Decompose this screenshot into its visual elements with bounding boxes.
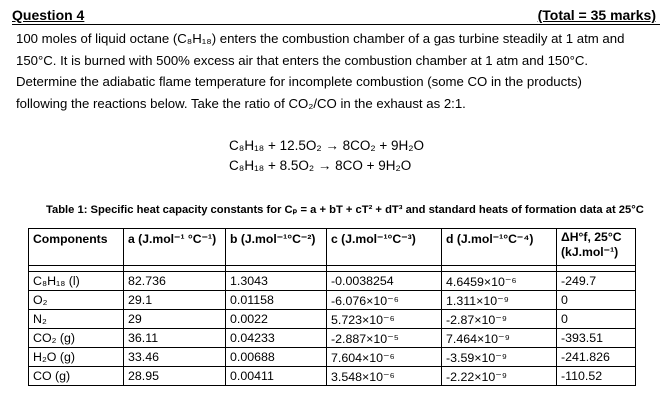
problem-statement [16, 28, 652, 114]
table-row [29, 310, 636, 329]
cell-c: -0.0038254 [327, 272, 442, 291]
cell-a: 33.46 [124, 348, 226, 367]
table-row [29, 291, 636, 310]
cell-c: -2.887×10⁻⁵ [327, 329, 442, 348]
header-b: b (J.mol⁻¹°C⁻²) [226, 229, 327, 266]
cell-c: 3.548×10⁻⁶ [327, 367, 442, 386]
cell-d: -2.22×10⁻⁹ [442, 367, 557, 386]
table-row [29, 348, 636, 367]
cell-b: 0.0022 [226, 310, 327, 329]
cell-enthalpy: -393.51 [557, 329, 636, 348]
cell-enthalpy: -249.7 [557, 272, 636, 291]
cell-c: 7.604×10⁻⁶ [327, 348, 442, 367]
header-d: d (J.mol⁻¹°C⁻⁴) [442, 229, 557, 266]
cell-component: N₂ [29, 310, 124, 329]
cell-enthalpy: -241.826 [557, 348, 636, 367]
problem-line: Determine the adiabatic flame temperature for incomplete combustion (some CO in the products) [16, 74, 582, 89]
cell-a: 28.95 [124, 367, 226, 386]
total-marks: (Total = 35 marks) [537, 7, 656, 23]
reaction-equation-incomplete: C₈H₁₈ + 8.5O₂ → 8CO + 9H₂O [229, 158, 412, 173]
cell-component: CO (g) [29, 367, 124, 386]
cell-component: H₂O (g) [29, 348, 124, 367]
cell-d: -3.59×10⁻⁹ [442, 348, 557, 367]
cell-component: O₂ [29, 291, 124, 310]
cell-b: 0.04233 [226, 329, 327, 348]
cell-component: CO₂ (g) [29, 329, 124, 348]
cell-enthalpy: 0 [557, 310, 636, 329]
specific-heat-table [28, 228, 636, 386]
table-caption: Table 1: Specific heat capacity constants for Cₚ = a + bT + cT² + dT³ and standard heats of formation data at 25°C [46, 204, 644, 216]
cell-enthalpy: 0 [557, 291, 636, 310]
cell-d: 4.6459×10⁻⁶ [442, 272, 557, 291]
question-title: Question 4 [12, 7, 85, 23]
problem-line: 100 moles of liquid octane (C₈H₁₈) enters the combustion chamber of a gas turbine steadily at 1 atm and [16, 31, 625, 46]
problem-line: 150°C. It is burned with 500% excess air that enters the combustion chamber at 1 atm and 150°C. [16, 52, 589, 68]
cell-component: C₈H₁₈ (l) [29, 272, 124, 291]
cell-a: 29.1 [124, 291, 226, 310]
table-row [29, 272, 636, 291]
header-a: a (J.mol⁻¹ °C⁻¹) [124, 229, 226, 266]
cell-a: 36.11 [124, 329, 226, 348]
cell-a: 29 [124, 310, 226, 329]
header-components: Components [29, 229, 124, 266]
cell-b: 0.01158 [226, 291, 327, 310]
cell-d: 7.464×10⁻⁹ [442, 329, 557, 348]
header-enthalpy: ΔH°f, 25°C (kJ.mol⁻¹) [557, 229, 636, 266]
cell-c: 5.723×10⁻⁶ [327, 310, 442, 329]
cell-enthalpy: -110.52 [557, 367, 636, 386]
table-header-row [29, 229, 636, 266]
table-row [29, 329, 636, 348]
reaction-equation-complete: C₈H₁₈ + 12.5O₂ → 8CO₂ + 9H₂O [229, 138, 425, 153]
cell-b: 1.3043 [226, 272, 327, 291]
header-c: c (J.mol⁻¹°C⁻³) [327, 229, 442, 266]
cell-b: 0.00688 [226, 348, 327, 367]
question-header [12, 4, 660, 25]
cell-c: -6.076×10⁻⁶ [327, 291, 442, 310]
cell-d: -2.87×10⁻⁹ [442, 310, 557, 329]
cell-d: 1.311×10⁻⁹ [442, 291, 557, 310]
cell-a: 82.736 [124, 272, 226, 291]
problem-line: following the reactions below. Take the ratio of CO₂/CO in the exhaust as 2:1. [16, 95, 466, 111]
table-row [29, 367, 636, 386]
cell-b: 0.00411 [226, 367, 327, 386]
